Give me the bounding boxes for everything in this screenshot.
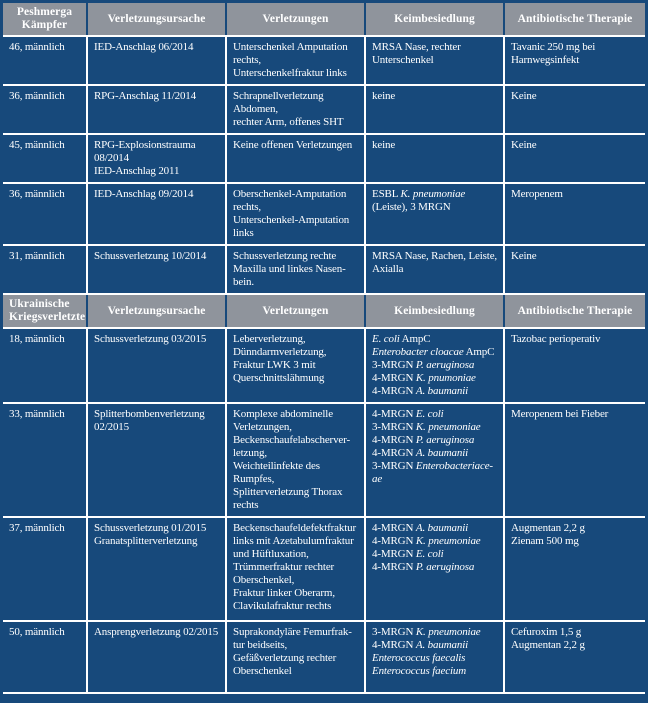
cell-text-line	[94, 152, 222, 165]
text-segment: rechts	[233, 499, 259, 511]
cell-text-line	[233, 41, 361, 54]
cell-text-line	[511, 639, 642, 652]
organism-name-italic: K. pneumoniae	[415, 626, 481, 638]
cell-text-line	[233, 408, 361, 421]
text-segment: 36, männlich	[9, 90, 65, 102]
text-segment: Unterschenkel	[372, 54, 434, 66]
text-segment: Suprakondyläre Femurfrak-	[233, 626, 352, 638]
text-segment: Maxilla und linkes Nasen-	[233, 263, 346, 275]
cell-text-line	[372, 385, 500, 398]
text-segment: AmpC	[399, 333, 431, 345]
cell-text-line	[94, 250, 222, 263]
column-header-cell: Verletzungen	[227, 3, 364, 35]
text-segment: Oberschenkel-Amputation	[233, 188, 347, 200]
text-segment: Weichteilinfekte des	[233, 460, 320, 472]
cell-text-line	[9, 139, 83, 152]
table-cell	[505, 404, 645, 516]
cell-text-line	[372, 561, 500, 574]
text-segment: RPG-Explosionstrauma	[94, 139, 196, 151]
table-cell	[3, 86, 86, 133]
column-header-cell: Verletzungen	[227, 295, 364, 327]
cell-text-line	[9, 188, 83, 201]
text-segment: keine	[372, 139, 396, 151]
table-cell	[88, 184, 225, 244]
text-segment: Ansprengverletzung 02/2015	[94, 626, 219, 638]
cell-text-line	[233, 214, 361, 227]
text-segment: und Hüftluxation,	[233, 548, 309, 560]
table-cell	[88, 37, 225, 84]
group-header-line: Kriegsverletzte	[9, 311, 86, 323]
table-cell	[366, 184, 503, 244]
text-segment: Granatsplitterverletzung	[94, 535, 198, 547]
cell-text-line	[94, 188, 222, 201]
organism-name-italic: Enterobacteriace-	[415, 460, 493, 472]
group-header-line: Kämpfer	[21, 19, 68, 31]
table-cell	[88, 329, 225, 402]
table-cell	[3, 184, 86, 244]
text-segment: IED-Anschlag 06/2014	[94, 41, 194, 53]
text-segment: Verletzungen,	[233, 421, 292, 433]
text-segment: rechter Arm, offenes SHT	[233, 116, 344, 128]
text-segment: 02/2015	[94, 421, 130, 433]
group-header-line: Ukrainische	[9, 298, 70, 310]
table-cell	[366, 329, 503, 402]
table-cell	[227, 246, 364, 293]
cell-text-line	[94, 333, 222, 346]
cell-text-line	[233, 499, 361, 512]
organism-name-italic: A. baumanii	[415, 522, 469, 534]
cell-text-line	[372, 652, 500, 665]
text-segment: Schussverletzung 01/2015	[94, 522, 207, 534]
text-segment: Tazobac perioperativ	[511, 333, 601, 345]
cell-text-line	[94, 41, 222, 54]
table-row	[3, 404, 645, 516]
cell-text-line	[372, 41, 500, 54]
cell-text-line	[94, 522, 222, 535]
table-cell	[88, 246, 225, 293]
organism-name-italic: A. baumanii	[415, 447, 469, 459]
text-segment: Keine	[511, 90, 537, 102]
text-segment: 3-MRGN	[372, 421, 416, 433]
table-cell	[88, 518, 225, 620]
text-segment: keine	[372, 90, 396, 102]
cell-text-line	[233, 276, 361, 289]
cell-text-line	[233, 473, 361, 486]
cell-text-line	[372, 408, 500, 421]
text-segment: 37, männlich	[9, 522, 65, 534]
column-header-cell: Antibiotische Therapie	[505, 3, 645, 35]
cell-text-line	[233, 188, 361, 201]
group-header-cell	[3, 295, 86, 327]
table-row	[3, 246, 645, 293]
text-segment: Gefäßverletzung rechter	[233, 652, 337, 664]
text-segment: Keine offenen Verletzungen	[233, 139, 353, 151]
group-header-cell	[3, 3, 86, 35]
table-cell	[366, 246, 503, 293]
table-cell	[366, 86, 503, 133]
text-segment: Leberverletzung,	[233, 333, 306, 345]
text-segment: 3-MRGN	[372, 359, 416, 371]
cell-text-line	[233, 587, 361, 600]
cell-text-line	[9, 626, 83, 639]
cell-text-line	[233, 665, 361, 678]
text-segment: letzung,	[233, 447, 267, 459]
text-segment: bein.	[233, 276, 254, 288]
cell-text-line	[372, 263, 500, 276]
cell-text-line	[372, 188, 500, 201]
cell-text-line	[9, 250, 83, 263]
cell-text-line	[233, 434, 361, 447]
text-segment: IED-Anschlag 2011	[94, 165, 180, 177]
organism-name-italic: K. pneumoniae	[415, 535, 481, 547]
text-segment: 36, männlich	[9, 188, 65, 200]
section-header-row	[3, 295, 645, 327]
text-segment: Keine	[511, 139, 537, 151]
table-bottom-border	[3, 694, 645, 703]
table-cell	[227, 86, 364, 133]
text-segment: 46, männlich	[9, 41, 65, 53]
text-segment: Schrapnellverletzung	[233, 90, 324, 102]
text-segment: IED-Anschlag 09/2014	[94, 188, 194, 200]
text-segment: Unterschenkel Amputation	[233, 41, 348, 53]
table-cell	[88, 135, 225, 182]
cell-text-line	[372, 421, 500, 434]
table-cell	[505, 184, 645, 244]
text-segment: 3-MRGN	[372, 460, 416, 472]
section-header-row	[3, 3, 645, 35]
table-cell	[88, 404, 225, 516]
cell-text-line	[511, 408, 642, 421]
text-segment: 4-MRGN	[372, 535, 416, 547]
cell-text-line	[511, 54, 642, 67]
cell-text-line	[233, 522, 361, 535]
cell-text-line	[511, 535, 642, 548]
table-cell	[505, 246, 645, 293]
text-segment: 4-MRGN	[372, 408, 416, 420]
table-cell	[3, 404, 86, 516]
text-segment: 4-MRGN	[372, 385, 416, 397]
text-segment: 4-MRGN	[372, 639, 416, 651]
text-segment: Oberschenkel	[233, 665, 292, 677]
cell-text-line	[511, 188, 642, 201]
cell-text-line	[233, 67, 361, 80]
cell-text-line	[94, 139, 222, 152]
cell-text-line	[372, 639, 500, 652]
cell-text-line	[372, 372, 500, 385]
cell-text-line	[511, 626, 642, 639]
text-segment: 4-MRGN	[372, 522, 416, 534]
table-cell	[505, 135, 645, 182]
organism-name-italic: E. coli	[415, 408, 444, 420]
table-cell	[3, 622, 86, 692]
text-segment: tur beidseits,	[233, 639, 288, 651]
text-segment: Komplexe abdominelle	[233, 408, 333, 420]
text-segment: MRSA Nase, Rachen, Leiste,	[372, 250, 498, 262]
table-row	[3, 135, 645, 182]
cell-text-line	[372, 522, 500, 535]
cell-text-line	[9, 333, 83, 346]
table-cell	[227, 622, 364, 692]
table-cell	[366, 135, 503, 182]
organism-name-italic: E. coli	[415, 548, 444, 560]
text-segment: 45, männlich	[9, 139, 65, 151]
text-segment: Beckenschaufeldefektfraktur	[233, 522, 356, 534]
table-cell	[227, 37, 364, 84]
cell-text-line	[372, 473, 500, 486]
text-segment: AmpC	[463, 346, 495, 358]
cell-text-line	[233, 421, 361, 434]
cell-text-line	[372, 535, 500, 548]
column-header-cell: Verletzungsursache	[88, 3, 225, 35]
text-segment: 08/2014	[94, 152, 130, 164]
table-cell	[505, 86, 645, 133]
cell-text-line	[94, 90, 222, 103]
column-header-cell: Antibiotische Therapie	[505, 295, 645, 327]
text-segment: Tavanic 250 mg bei	[511, 41, 596, 53]
table-cell	[366, 37, 503, 84]
cell-text-line	[372, 359, 500, 372]
text-segment: Unterschenkel-Amputation	[233, 214, 350, 226]
cell-text-line	[233, 561, 361, 574]
text-segment: Augmentan 2,2 g	[511, 639, 585, 651]
cell-text-line	[94, 421, 222, 434]
text-segment: Zienam 500 mg	[511, 535, 579, 547]
table-cell	[88, 86, 225, 133]
table-cell	[227, 135, 364, 182]
text-segment: Harnwegsinfekt	[511, 54, 580, 66]
table-cell	[227, 329, 364, 402]
table-row	[3, 37, 645, 84]
text-segment: Schussverletzung rechte	[233, 250, 337, 262]
text-segment: Keine	[511, 250, 537, 262]
cell-text-line	[511, 250, 642, 263]
organism-name-italic: K. pnumoniae	[415, 372, 476, 384]
cell-text-line	[233, 227, 361, 240]
text-segment: links	[233, 227, 254, 239]
text-segment: 3-MRGN	[372, 626, 416, 638]
text-segment: Abdomen,	[233, 103, 278, 115]
text-segment: 4-MRGN	[372, 561, 416, 573]
text-segment: 50, männlich	[9, 626, 65, 638]
text-segment: Schussverletzung 03/2015	[94, 333, 207, 345]
text-segment: Querschnittslähmung	[233, 372, 325, 384]
table-cell	[227, 184, 364, 244]
table-cell	[505, 518, 645, 620]
column-header-cell: Keimbesiedlung	[366, 295, 503, 327]
cell-text-line	[9, 522, 83, 535]
organism-name-italic: A. baumanii	[415, 639, 469, 651]
table-row	[3, 518, 645, 620]
text-segment: Axialla	[372, 263, 404, 275]
cell-text-line	[233, 639, 361, 652]
text-segment: Unterschenkelfraktur links	[233, 67, 347, 79]
table-cell	[227, 404, 364, 516]
text-segment: 4-MRGN	[372, 548, 416, 560]
cell-text-line	[233, 90, 361, 103]
table-cell	[227, 518, 364, 620]
organism-name-italic: Enterococcus faecalis	[372, 652, 466, 664]
text-segment: Rumpfes,	[233, 473, 275, 485]
text-segment: rechts,	[233, 54, 261, 66]
cell-text-line	[233, 626, 361, 639]
cell-text-line	[372, 447, 500, 460]
text-segment: Clavikulafraktur rechts	[233, 600, 332, 612]
text-segment: RPG-Anschlag 11/2014	[94, 90, 197, 102]
cell-text-line	[94, 535, 222, 548]
cell-text-line	[511, 522, 642, 535]
text-segment: Beckenschaufelabscherver-	[233, 434, 350, 446]
text-segment: Dünndarmverletzung,	[233, 346, 327, 358]
text-segment: 18, männlich	[9, 333, 65, 345]
cell-text-line	[233, 54, 361, 67]
table-cell	[3, 135, 86, 182]
cell-text-line	[372, 54, 500, 67]
cell-text-line	[372, 460, 500, 473]
cell-text-line	[233, 372, 361, 385]
cell-text-line	[233, 201, 361, 214]
cell-text-line	[233, 460, 361, 473]
cell-text-line	[372, 626, 500, 639]
table-cell	[366, 622, 503, 692]
cell-text-line	[233, 486, 361, 499]
text-segment: Meropenem bei Fieber	[511, 408, 609, 420]
cell-text-line	[94, 408, 222, 421]
cell-text-line	[372, 90, 500, 103]
cell-text-line	[372, 346, 500, 359]
column-header-cell: Verletzungsursache	[88, 295, 225, 327]
group-header-line: Peshmerga	[16, 6, 73, 18]
table-cell	[3, 246, 86, 293]
cell-text-line	[511, 41, 642, 54]
cell-text-line	[372, 333, 500, 346]
cell-text-line	[233, 359, 361, 372]
table-cell	[505, 37, 645, 84]
text-segment: Schussverletzung 10/2014	[94, 250, 207, 262]
table-cell	[366, 518, 503, 620]
cell-text-line	[233, 447, 361, 460]
cell-text-line	[233, 116, 361, 129]
organism-name-italic: Enterococcus faecium	[372, 665, 467, 677]
cell-text-line	[9, 90, 83, 103]
text-segment: (Leiste), 3 MRGN	[372, 201, 451, 213]
cell-text-line	[233, 103, 361, 116]
organism-name-italic: P. aeruginosa	[415, 561, 475, 573]
cell-text-line	[233, 139, 361, 152]
table-cell	[3, 37, 86, 84]
text-segment: links mit Azetabulumfraktur	[233, 535, 354, 547]
organism-name-italic: E. coli	[372, 333, 400, 345]
text-segment: MRSA Nase, rechter	[372, 41, 461, 53]
text-segment: 4-MRGN	[372, 434, 416, 446]
cell-text-line	[233, 600, 361, 613]
text-segment: 33, männlich	[9, 408, 65, 420]
cell-text-line	[9, 41, 83, 54]
organism-name-italic: P. aeruginosa	[415, 434, 475, 446]
organism-name-italic: P. aeruginosa	[415, 359, 475, 371]
table-cell	[3, 329, 86, 402]
text-segment: Fraktur linker Oberarm,	[233, 587, 335, 599]
cell-text-line	[233, 263, 361, 276]
organism-name-italic: K. pneumoniae	[400, 188, 466, 200]
table-row	[3, 329, 645, 402]
text-segment: Splitterbombenverletzung	[94, 408, 205, 420]
cell-text-line	[233, 548, 361, 561]
table-row	[3, 184, 645, 244]
text-segment: Meropenem	[511, 188, 563, 200]
cell-text-line	[233, 346, 361, 359]
organism-name-italic: ae	[372, 473, 383, 485]
table-cell	[366, 404, 503, 516]
cell-text-line	[372, 250, 500, 263]
cell-text-line	[372, 665, 500, 678]
text-segment: 31, männlich	[9, 250, 65, 262]
cell-text-line	[511, 333, 642, 346]
table-row	[3, 86, 645, 133]
table-cell	[3, 518, 86, 620]
column-header-cell: Keimbesiedlung	[366, 3, 503, 35]
text-segment: Cefuroxim 1,5 g	[511, 626, 582, 638]
cell-text-line	[233, 250, 361, 263]
organism-name-italic: A. baumanii	[415, 385, 469, 397]
cell-text-line	[511, 139, 642, 152]
table-cell	[505, 622, 645, 692]
cell-text-line	[372, 139, 500, 152]
cell-text-line	[372, 548, 500, 561]
table-row	[3, 622, 645, 692]
text-segment: Splitterverletzung Thorax	[233, 486, 343, 498]
organism-name-italic: K. pneumoniae	[415, 421, 481, 433]
cell-text-line	[9, 408, 83, 421]
cell-text-line	[372, 201, 500, 214]
cell-text-line	[94, 626, 222, 639]
text-segment: Augmentan 2,2 g	[511, 522, 585, 534]
cell-text-line	[233, 652, 361, 665]
organism-name-italic: Enterobacter cloacae	[372, 346, 464, 358]
cell-text-line	[233, 535, 361, 548]
text-segment: 4-MRGN	[372, 447, 416, 459]
text-segment: ESBL	[372, 188, 401, 200]
cell-text-line	[372, 434, 500, 447]
table-cell	[505, 329, 645, 402]
text-segment: rechts,	[233, 201, 261, 213]
text-segment: Fraktur LWK 3 mit	[233, 359, 316, 371]
table-cell	[88, 622, 225, 692]
cell-text-line	[94, 165, 222, 178]
cell-text-line	[511, 90, 642, 103]
text-segment: Trümmerfraktur rechter	[233, 561, 335, 573]
text-segment: 4-MRGN	[372, 372, 416, 384]
text-segment: Oberschenkel,	[233, 574, 295, 586]
cell-text-line	[233, 333, 361, 346]
cell-text-line	[233, 574, 361, 587]
